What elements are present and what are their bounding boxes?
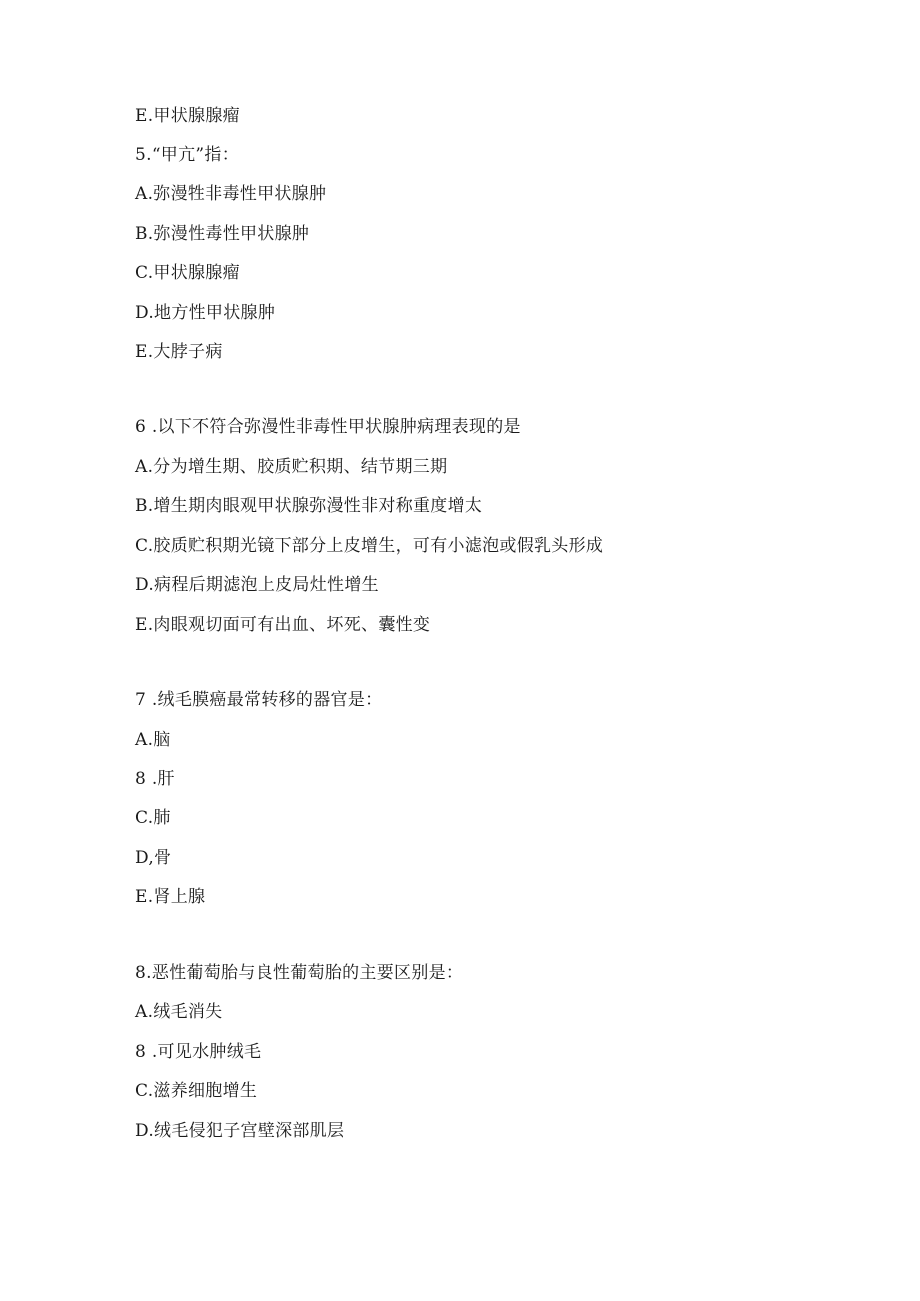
option-5a: A.弥漫牲非毒性甲状腺肿 (135, 184, 327, 204)
option-5b: B.弥漫性毒性甲状腺肿 (135, 224, 310, 244)
option-6b: B.增生期肉眼观甲状腺弥漫性非对称重度增太 (135, 496, 483, 516)
option-6a: A.分为增生期、胶质贮积期、结节期三期 (135, 457, 448, 477)
option-5e: E.甲状腺腺瘤 (135, 106, 240, 126)
option-8a: A.绒毛消失 (135, 1002, 223, 1022)
option-7a: A.脑 (135, 730, 171, 750)
question-7: 7 .绒毛膜癌最常转移的器官是： (135, 690, 383, 710)
option-7c: C.肺 (135, 808, 171, 828)
option-5d: D.地方性甲状腺肿 (135, 303, 276, 323)
option-7d: D,骨 (135, 848, 172, 868)
option-5c: C.甲状腺腺瘤 (135, 263, 240, 283)
option-5e-2: E.大脖子病 (135, 342, 223, 362)
question-6: 6 .以下不符合弥漫性非毒性甲状腺肿病理表现的是 (135, 417, 521, 437)
option-6e: E.肉眼观切面可有出血、坏死、囊性变 (135, 615, 431, 635)
option-8c: C.滋养细胞增生 (135, 1081, 258, 1101)
option-8b: 8 .可见水肿绒毛 (135, 1042, 262, 1062)
option-7b: 8 .肝 (135, 769, 175, 789)
option-6c: C.胶质贮积期光镜下部分上皮增生，可有小滤泡或假乳头形成 (135, 536, 604, 556)
question-5: 5.“甲亢”指： (135, 145, 240, 165)
option-6d: D.病程后期滤泡上皮局灶性增生 (135, 575, 379, 595)
option-7e: E.肾上腺 (135, 887, 206, 907)
option-8d: D.绒毛侵犯子宫壁深部肌层 (135, 1121, 345, 1141)
question-8: 8.恶性葡萄胎与良性葡萄胎的主要区别是： (135, 963, 464, 983)
